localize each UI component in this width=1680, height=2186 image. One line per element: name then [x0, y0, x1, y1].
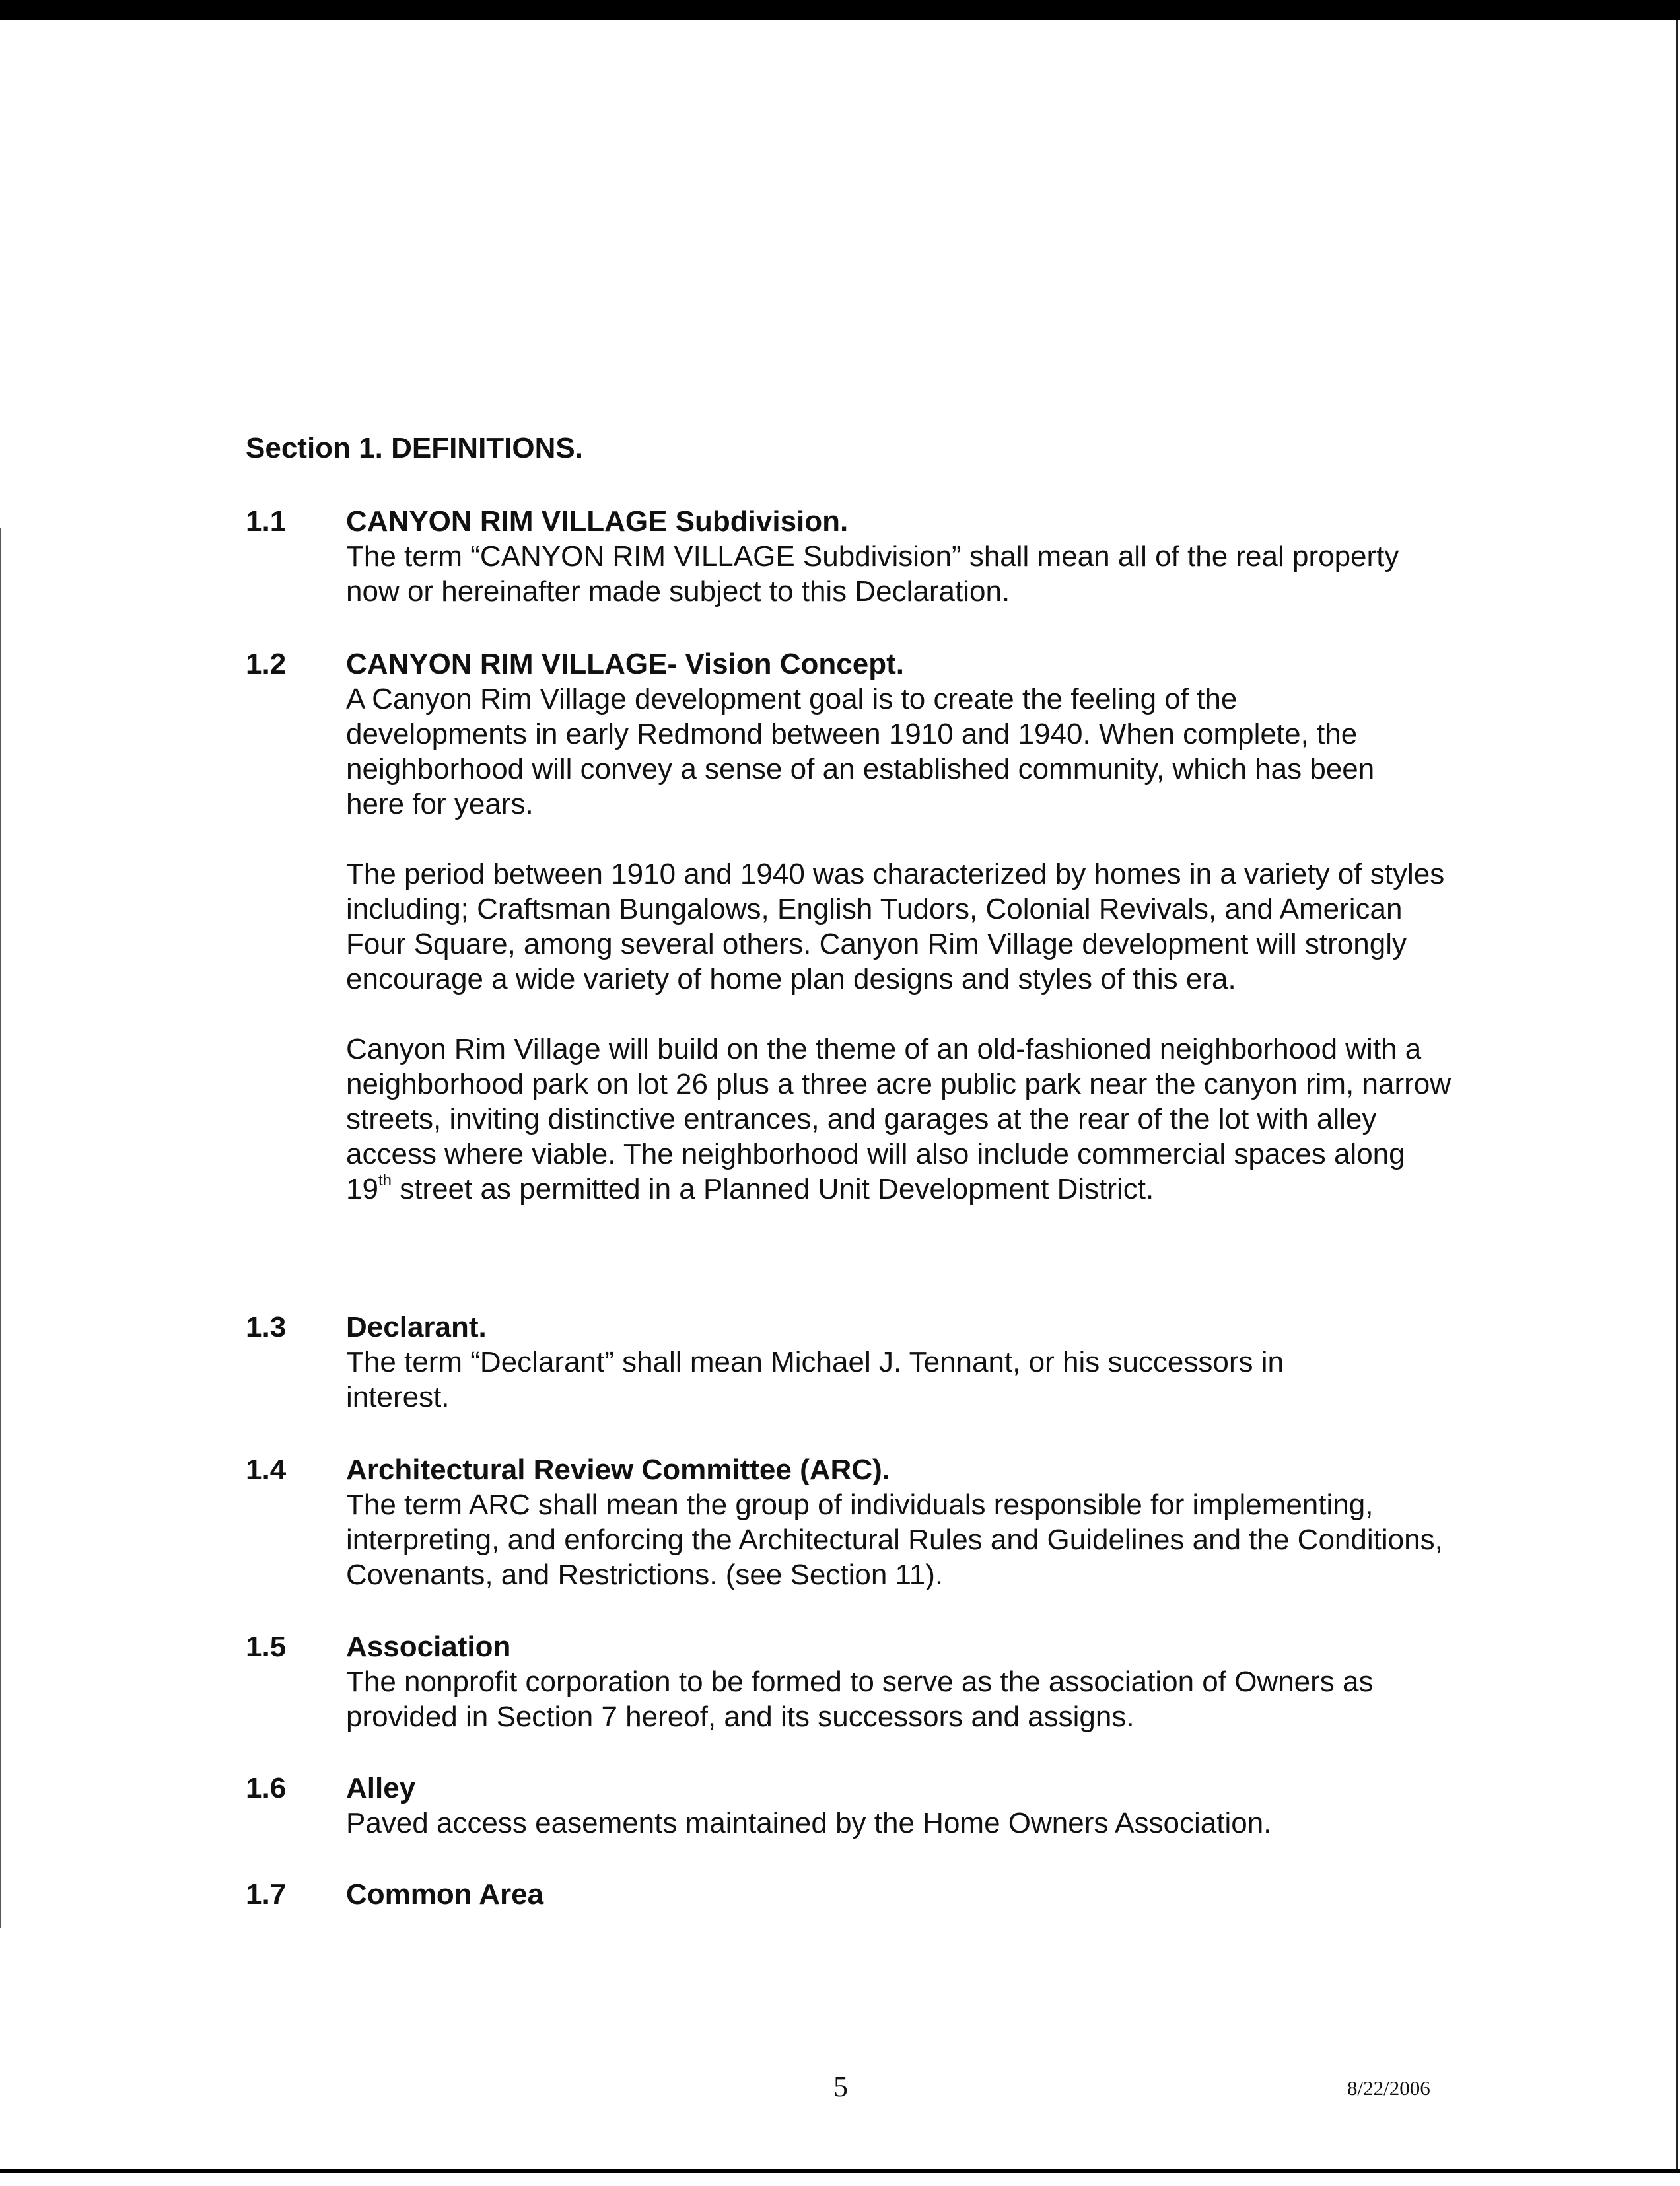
- definition-body: [346, 1771, 1454, 1841]
- definition-body: [346, 1452, 1454, 1592]
- definition-paragraph: The term “CANYON RIM VILLAGE Subdivision” shall mean all of the real property now or hereinafter made subject to this Declaration.: [346, 540, 1399, 608]
- scan-edge-bottom: [0, 2169, 1680, 2173]
- section-heading: Section 1. DEFINITIONS.: [246, 432, 583, 464]
- definition-title: CANYON RIM VILLAGE Subdivision.: [346, 505, 849, 538]
- definition-title: Alley: [346, 1772, 416, 1804]
- definition-number: 1.3: [246, 1311, 287, 1343]
- definition-paragraph: The term ARC shall mean the group of individuals responsible for implementing, interpreting, and enforcing the Architectural Rules and Guidelines and the Conditions, Covenants, and Restrictions. (see Section 11).: [346, 1489, 1443, 1591]
- ordinal-superscript: th: [378, 1172, 392, 1189]
- definition-body: [346, 1310, 1356, 1415]
- scan-edge-right: [1676, 20, 1678, 2169]
- definition-paragraph: The period between 1910 and 1940 was characterized by homes in a variety of styles including; Craftsman Bungalows, English Tudors, Colonial Revivals, and American Four Square, among several others. Canyon Rim Village development will strongly encourage a wide variety of home plan designs and styles of this era.: [346, 858, 1445, 995]
- definition-title: Architectural Review Committee (ARC).: [346, 1454, 890, 1486]
- definition-paragraph: The term “Declarant” shall mean Michael J. Tennant, or his successors in interest.: [346, 1346, 1284, 1413]
- definition-title: Declarant.: [346, 1311, 487, 1343]
- definition-body: [346, 1629, 1454, 1734]
- footer-date: 8/22/2006: [1347, 2076, 1430, 2099]
- definition-paragraph: A Canyon Rim Village development goal is to create the feeling of the developments in early Redmond between 1910 and 1940. When complete, the neighborhood will convey a sense of an established community, which has been here for years.: [346, 683, 1375, 820]
- definition-number: 1.5: [246, 1631, 287, 1663]
- definition-paragraph: The nonprofit corporation to be formed to serve as the association of Owners as provided in Section 7 hereof, and its successors and assigns.: [346, 1666, 1374, 1733]
- definition-number: 1.6: [246, 1772, 287, 1804]
- definition-body: [346, 647, 1454, 1207]
- definition-title: Common Area: [346, 1878, 544, 1911]
- definition-number: 1.1: [246, 505, 287, 538]
- definition-number: 1.2: [246, 648, 287, 680]
- scan-edge-top: [0, 0, 1680, 20]
- definition-paragraph: Paved access easements maintained by the Home Owners Association.: [346, 1807, 1272, 1839]
- page-number: 5: [833, 2070, 848, 2103]
- definition-title: CANYON RIM VILLAGE- Vision Concept.: [346, 648, 905, 680]
- paragraph-text-after: street as permitted in a Planned Unit Development District.: [391, 1173, 1154, 1205]
- definition-body: [346, 504, 1403, 609]
- definition-title: Association: [346, 1631, 511, 1663]
- scan-edge-left: [0, 528, 1, 1928]
- definition-body: [346, 1877, 1454, 1912]
- definition-paragraph: [346, 1032, 1454, 1207]
- definition-number: 1.4: [246, 1454, 287, 1486]
- definition-number: 1.7: [246, 1878, 287, 1911]
- paragraph-text-before: Canyon Rim Village will build on the theme of an old-fashioned neighborhood with a neighborhood park on lot 26 plus a three acre public park near the canyon rim, narrow streets, inviting distinctive entrances, and garages at the rear of the lot with alley access where viable. The neighborhood will also include commercial spaces along 19: [346, 1033, 1451, 1205]
